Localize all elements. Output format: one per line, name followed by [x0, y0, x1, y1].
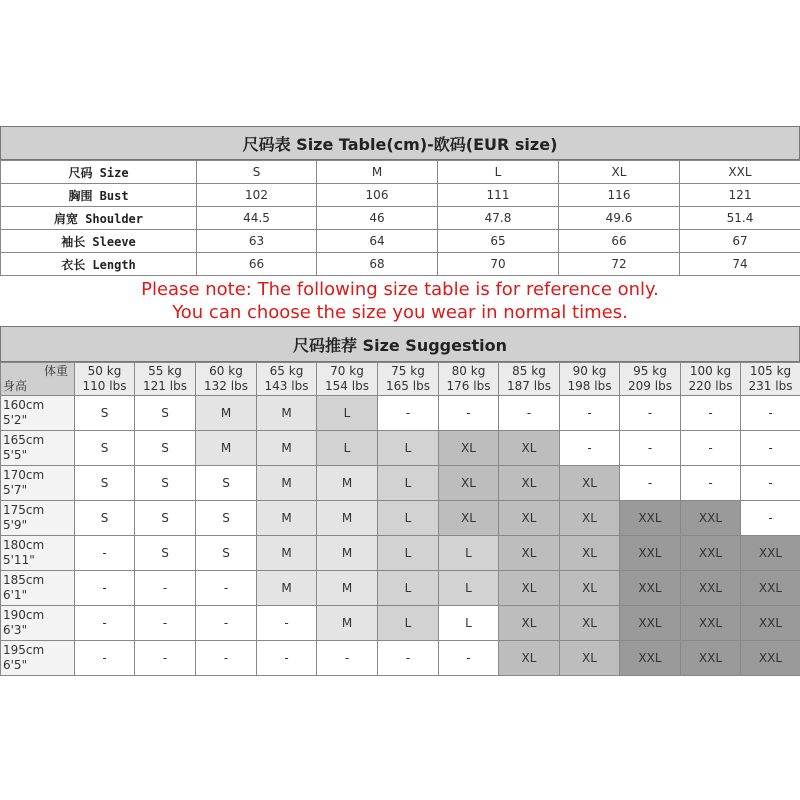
- size-suggestion-cell: XL: [499, 641, 560, 676]
- weight-lbs: 165 lbs: [386, 379, 430, 393]
- weight-header-cell: [135, 363, 196, 396]
- size-suggestion-cell: XL: [499, 606, 560, 641]
- weight-header-row: [1, 363, 800, 396]
- size-suggestion-cell: -: [257, 641, 317, 676]
- height-cm: 190cm: [3, 608, 45, 622]
- size-row-label: 胸围 Bust: [1, 184, 197, 207]
- size-suggestion-cell: XL: [439, 501, 499, 536]
- size-suggestion-cell: -: [135, 641, 196, 676]
- size-suggestion-cell: XXL: [681, 536, 741, 571]
- size-suggestion-cell: L: [378, 431, 439, 466]
- weight-kg: 70 kg: [330, 364, 364, 378]
- size-suggestion-cell: -: [560, 396, 620, 431]
- size-suggestion-cell: L: [378, 501, 439, 536]
- height-label: [1, 431, 75, 466]
- size-suggestion-cell: XL: [499, 431, 560, 466]
- weight-kg: 100 kg: [689, 364, 732, 378]
- size-suggestion-cell: -: [196, 606, 257, 641]
- size-suggestion-cell: XXL: [620, 536, 681, 571]
- size-table-cell: 111: [438, 184, 559, 207]
- size-suggestion-cell: M: [257, 501, 317, 536]
- height-cm: 165cm: [3, 433, 45, 447]
- height-cm: 170cm: [3, 468, 45, 482]
- size-suggestion-cell: M: [257, 536, 317, 571]
- weight-kg: 75 kg: [391, 364, 425, 378]
- size-chart: [0, 126, 800, 674]
- size-suggestion-cell: M: [196, 396, 257, 431]
- size-suggestion-cell: -: [741, 431, 800, 466]
- height-row: [1, 536, 800, 571]
- size-suggestion-cell: -: [681, 396, 741, 431]
- size-table-cell: 72: [559, 253, 680, 276]
- size-row-label: 衣长 Length: [1, 253, 197, 276]
- weight-header-cell: [378, 363, 439, 396]
- size-suggestion-cell: L: [439, 571, 499, 606]
- weight-lbs: 132 lbs: [204, 379, 248, 393]
- size-suggestion-cell: XXL: [681, 641, 741, 676]
- height-row: [1, 431, 800, 466]
- size-suggestion-cell: L: [317, 431, 378, 466]
- size-suggestion-cell: S: [75, 501, 135, 536]
- size-suggestion-title: 尺码推荐 Size Suggestion: [0, 326, 800, 362]
- size-suggestion-cell: XL: [560, 466, 620, 501]
- size-row-label: 肩宽 Shoulder: [1, 207, 197, 230]
- size-row-label: 尺码 Size: [1, 161, 197, 184]
- size-suggestion-cell: -: [741, 501, 800, 536]
- weight-header-cell: [317, 363, 378, 396]
- size-suggestion-cell: -: [620, 431, 681, 466]
- weight-kg: 90 kg: [572, 364, 607, 378]
- weight-lbs: 220 lbs: [688, 379, 733, 393]
- size-table-cell: 47.8: [438, 207, 559, 230]
- weight-header-cell: [741, 363, 800, 396]
- size-suggestion-cell: M: [257, 431, 317, 466]
- size-suggestion-cell: M: [257, 466, 317, 501]
- size-suggestion-cell: XL: [560, 536, 620, 571]
- size-table-row: [1, 184, 800, 207]
- size-suggestion-cell: XXL: [741, 571, 800, 606]
- size-suggestion-cell: L: [439, 536, 499, 571]
- size-suggestion-cell: XXL: [620, 501, 681, 536]
- size-suggestion-cell: -: [75, 606, 135, 641]
- size-table-cell: M: [317, 161, 438, 184]
- weight-lbs: 176 lbs: [446, 379, 491, 393]
- weight-header-cell: [75, 363, 135, 396]
- weight-kg: 105 kg: [749, 364, 792, 378]
- size-suggestion-cell: S: [75, 431, 135, 466]
- size-suggestion-cell: M: [317, 501, 378, 536]
- size-suggestion-cell: -: [741, 396, 800, 431]
- size-table-cell: 70: [438, 253, 559, 276]
- height-ft: 6'3": [3, 623, 28, 637]
- size-suggestion-cell: -: [317, 641, 378, 676]
- size-table: [0, 160, 800, 276]
- size-table-cell: 102: [197, 184, 317, 207]
- size-table-cell: 63: [197, 230, 317, 253]
- size-suggestion-cell: XL: [499, 536, 560, 571]
- size-table-cell: 65: [438, 230, 559, 253]
- size-suggestion-cell: S: [196, 501, 257, 536]
- size-suggestion-cell: XXL: [620, 606, 681, 641]
- weight-header-cell: [439, 363, 499, 396]
- height-row: [1, 396, 800, 431]
- weight-lbs: 209 lbs: [628, 379, 672, 393]
- size-table-cell: 116: [559, 184, 680, 207]
- size-table-row: [1, 230, 800, 253]
- height-cm: 195cm: [3, 643, 45, 657]
- corner-height-label: 身高: [3, 379, 28, 393]
- size-suggestion-cell: XL: [560, 501, 620, 536]
- size-suggestion-table: [0, 362, 800, 676]
- size-suggestion-cell: -: [378, 396, 439, 431]
- size-suggestion-cell: XXL: [681, 606, 741, 641]
- size-suggestion-cell: XXL: [741, 641, 800, 676]
- height-label: [1, 606, 75, 641]
- size-suggestion-cell: S: [135, 431, 196, 466]
- reference-note: [0, 275, 800, 326]
- size-table-cell: 68: [317, 253, 438, 276]
- height-ft: 5'5": [3, 448, 28, 462]
- size-suggestion-cell: S: [135, 466, 196, 501]
- size-table-cell: 51.4: [680, 207, 800, 230]
- size-suggestion-cell: L: [378, 536, 439, 571]
- size-suggestion-cell: S: [135, 396, 196, 431]
- size-suggestion-cell: M: [317, 536, 378, 571]
- size-suggestion-cell: L: [378, 466, 439, 501]
- size-suggestion-cell: -: [257, 606, 317, 641]
- size-suggestion-cell: L: [317, 396, 378, 431]
- corner-cell: [1, 363, 75, 396]
- size-suggestion-cell: XXL: [620, 571, 681, 606]
- weight-header-cell: [499, 363, 560, 396]
- size-suggestion-cell: -: [560, 431, 620, 466]
- height-label: [1, 501, 75, 536]
- size-suggestion-cell: -: [620, 396, 681, 431]
- size-suggestion-cell: M: [317, 606, 378, 641]
- size-suggestion-cell: L: [439, 606, 499, 641]
- size-table-cell: 46: [317, 207, 438, 230]
- size-table-cell: 44.5: [197, 207, 317, 230]
- size-table-cell: XXL: [680, 161, 800, 184]
- size-suggestion-cell: -: [499, 396, 560, 431]
- corner-weight-label: 体重: [43, 364, 68, 378]
- height-label: [1, 396, 75, 431]
- size-suggestion-cell: S: [75, 396, 135, 431]
- weight-lbs: 198 lbs: [567, 379, 612, 393]
- weight-lbs: 121 lbs: [143, 379, 187, 393]
- weight-kg: 85 kg: [512, 364, 546, 378]
- height-label: [1, 536, 75, 571]
- weight-lbs: 154 lbs: [325, 379, 369, 393]
- height-ft: 5'2": [3, 413, 28, 427]
- size-suggestion-cell: M: [196, 431, 257, 466]
- size-suggestion-cell: XXL: [741, 536, 800, 571]
- weight-lbs: 187 lbs: [507, 379, 551, 393]
- size-suggestion-cell: S: [135, 536, 196, 571]
- size-suggestion-cell: -: [439, 396, 499, 431]
- height-ft: 5'7": [3, 483, 28, 497]
- weight-header-cell: [560, 363, 620, 396]
- weight-kg: 60 kg: [209, 364, 243, 378]
- weight-kg: 55 kg: [148, 364, 182, 378]
- height-row: [1, 606, 800, 641]
- weight-kg: 80 kg: [451, 364, 486, 378]
- height-ft: 6'5": [3, 658, 28, 672]
- weight-header-cell: [620, 363, 681, 396]
- height-cm: 180cm: [3, 538, 45, 552]
- size-table-cell: 67: [680, 230, 800, 253]
- weight-header-cell: [196, 363, 257, 396]
- size-table-cell: 49.6: [559, 207, 680, 230]
- size-suggestion-cell: -: [75, 536, 135, 571]
- size-suggestion-cell: XXL: [681, 571, 741, 606]
- size-suggestion-cell: XL: [499, 466, 560, 501]
- size-suggestion-cell: XL: [499, 501, 560, 536]
- size-suggestion-cell: XL: [439, 466, 499, 501]
- size-suggestion-cell: M: [257, 571, 317, 606]
- height-label: [1, 571, 75, 606]
- height-ft: 6'1": [3, 588, 28, 602]
- size-table-cell: L: [438, 161, 559, 184]
- size-suggestion-cell: -: [135, 571, 196, 606]
- size-suggestion-cell: XXL: [741, 606, 800, 641]
- size-suggestion-cell: L: [378, 606, 439, 641]
- size-suggestion-cell: S: [75, 466, 135, 501]
- size-suggestion-cell: -: [439, 641, 499, 676]
- size-suggestion-cell: XL: [439, 431, 499, 466]
- size-suggestion-cell: -: [196, 641, 257, 676]
- size-table-row: [1, 253, 800, 276]
- height-row: [1, 571, 800, 606]
- size-table-cell: S: [197, 161, 317, 184]
- size-suggestion-cell: -: [75, 571, 135, 606]
- size-table-cell: 121: [680, 184, 800, 207]
- size-suggestion-cell: M: [317, 571, 378, 606]
- weight-lbs: 110 lbs: [82, 379, 127, 393]
- size-suggestion-cell: S: [196, 466, 257, 501]
- size-table-row: [1, 161, 800, 184]
- height-ft: 5'9": [3, 518, 28, 532]
- size-suggestion-cell: S: [196, 536, 257, 571]
- size-suggestion-cell: S: [135, 501, 196, 536]
- weight-header-cell: [257, 363, 317, 396]
- size-suggestion-cell: XL: [560, 641, 620, 676]
- weight-lbs: 231 lbs: [748, 379, 793, 393]
- height-cm: 160cm: [3, 398, 45, 412]
- height-cm: 175cm: [3, 503, 45, 517]
- height-row: [1, 501, 800, 536]
- size-suggestion-cell: XL: [560, 571, 620, 606]
- height-row: [1, 641, 800, 676]
- size-table-cell: 66: [559, 230, 680, 253]
- size-row-label: 袖长 Sleeve: [1, 230, 197, 253]
- size-table-cell: 106: [317, 184, 438, 207]
- size-table-cell: 74: [680, 253, 800, 276]
- weight-lbs: 143 lbs: [264, 379, 309, 393]
- note-line-1: Please note: The following size table is for reference only.: [141, 278, 659, 300]
- size-suggestion-cell: -: [378, 641, 439, 676]
- size-table-cell: XL: [559, 161, 680, 184]
- height-label: [1, 641, 75, 676]
- height-row: [1, 466, 800, 501]
- weight-kg: 50 kg: [87, 364, 122, 378]
- size-suggestion-cell: -: [681, 466, 741, 501]
- size-suggestion-cell: XL: [560, 606, 620, 641]
- height-ft: 5'11": [3, 553, 35, 567]
- size-suggestion-cell: M: [257, 396, 317, 431]
- size-table-cell: 66: [197, 253, 317, 276]
- size-table-cell: 64: [317, 230, 438, 253]
- weight-kg: 95 kg: [633, 364, 667, 378]
- height-label: [1, 466, 75, 501]
- weight-kg: 65 kg: [269, 364, 304, 378]
- note-line-2: You can choose the size you wear in normal times.: [172, 301, 628, 323]
- size-suggestion-cell: XXL: [681, 501, 741, 536]
- size-suggestion-cell: -: [741, 466, 800, 501]
- weight-header-cell: [681, 363, 741, 396]
- size-suggestion-cell: -: [681, 431, 741, 466]
- size-table-title: 尺码表 Size Table(cm)-欧码(EUR size): [0, 126, 800, 160]
- size-suggestion-cell: L: [378, 571, 439, 606]
- size-suggestion-cell: -: [196, 571, 257, 606]
- size-suggestion-cell: -: [75, 641, 135, 676]
- size-suggestion-cell: -: [135, 606, 196, 641]
- size-suggestion-cell: -: [620, 466, 681, 501]
- height-cm: 185cm: [3, 573, 45, 587]
- size-suggestion-cell: M: [317, 466, 378, 501]
- size-suggestion-cell: XL: [499, 571, 560, 606]
- size-suggestion-cell: XXL: [620, 641, 681, 676]
- size-table-row: [1, 207, 800, 230]
